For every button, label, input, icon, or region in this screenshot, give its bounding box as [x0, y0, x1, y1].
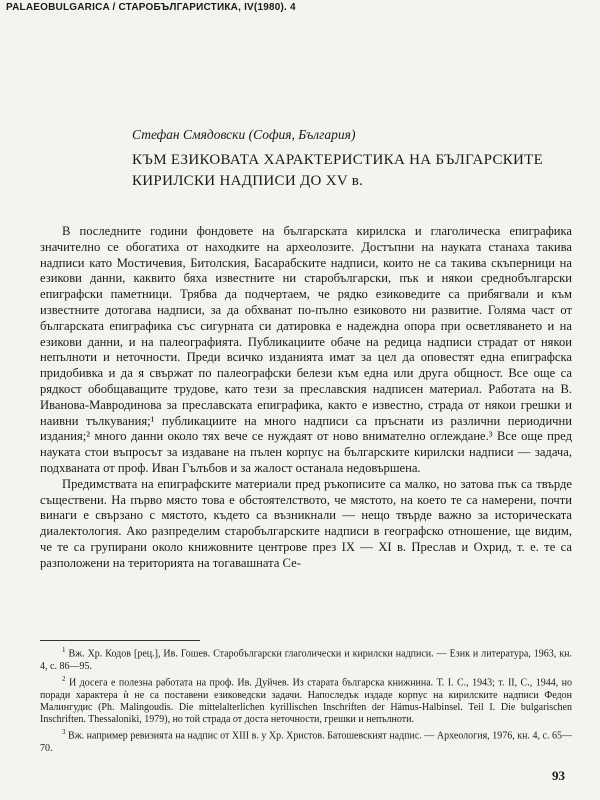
body-paragraph-1: В последните години фондовете на българската кирилска и глаголическа епиграфика значително се обогатиха от находките на археолозите. Достъпни на науката станаха такива надписи като Мостичевия, Битолския, Басарабските надписи, които не са такива скъперници на езикови данни, каквито бяха известните ни старобългарски, пък и някои среднобългарски епиграфски паметници. Трябва да подчертаем, че рядко езиковедите са прибягвали и към известните дотогава надписи, за да обхванат по-пълно езиковото ни развитие. Голяма част от българската епиграфика със сигурната си датировка е надеждна опора при осветляването и на езикови данни, и на палеографията. Публикациите обаче на редица надписи страдат от някои непълноти и неточности. Преди всичко изданията имат за цел да оповестят една епиграфска придобивка и да я свържат по палеографски белези към една или друга общност. Все още са рядкост обобщаващите трудове, като тези за преславския надписен материал. Работата на В. Иванова-Мавродинова за преславската епиграфика, както е известно, страда от някои грешки и наивни тълкувания;¹ публикациите на много надписи са пръснати из различни периодични издания;² много данни около тях вече се нуждаят от ново внимателно оглеждане.³ Все още пред науката стои въпросът за издаване на пълен корпус на българските кирилски надписи — задача, подхваната от проф. Иван Гълъбов и за жалост останала недовършена.	[40, 224, 572, 475]
footnote-3	[40, 726, 572, 755]
footnote-3-mark: 3	[62, 728, 66, 737]
author-line: Стефан Смядовски (София, България)	[132, 127, 356, 142]
title-line-2: КИРИЛСКИ НАДПИСИ ДО XV в.	[132, 173, 364, 189]
footnote-2	[40, 673, 572, 727]
title-line-1: КЪМ ЕЗИКОВАТА ХАРАКТЕРИСТИКА НА БЪЛГАРСКИТЕ	[132, 152, 544, 168]
article-body	[40, 224, 572, 572]
running-head: PALAEOBULGARICA / СТАРОБЪЛГАРИСТИКА, IV(1980). 4	[6, 2, 296, 13]
footnote-3-text: Вж. например ревизията на надпис от XIII в. у Хр. Христов. Батошевският надпис. — Археология, 1976, кн. 4, с. 65—70.	[40, 730, 573, 755]
footnotes	[40, 644, 572, 755]
footnote-1-mark: 1	[62, 646, 66, 654]
body-paragraph-2: Предимствата на епиграфските материали пред ръкописите са малко, но затова пък са твърде съществени. На първо място това е обстоятелството, че мястото, на което те са намерени, почти винаги е свързано с мястото, където са възникнали — нещо твърде важно за историческата диалектология. Ако разпределим старобългарските надписи в географско отношение, ще видим, че те са групирани около книжовните центрове през IX — XI в. Преслав и Охрид, т. е. те са разположени на територията на тогавашната Се-	[40, 476, 572, 570]
footnote-rule	[40, 640, 200, 641]
footnote-2-mark: 2	[62, 674, 66, 683]
page-number: 93	[552, 768, 565, 783]
footnote-1	[40, 644, 572, 673]
footnote-2-text: И досега е полезна работата на проф. Ив. Дуйчев. Из старата българска книжнина. Т. I. С., 1943; т. II, С., 1944, но поради характера ѝ не са поставени езиковедски задачи. Напоследък издаде корпус на кирилските надписи Федон Малингудис (Ph. Malingoudis. Die mittelalterlichen kyrillischen Inschriften der Hämus-Halbinsel. Teil I. Die bulgarischen Inschriften. Thessaloniki, 1979), но той страда от доста неточности, грешки и непълноти.	[40, 677, 572, 726]
article-title	[132, 150, 572, 192]
footnote-1-text: Вж. Хр. Кодов [рец.], Ив. Гошев. Старобългарски глаголически и кирилски надписи. — Език и литература, 1963, кн. 4, с. 86—95.	[40, 648, 572, 672]
